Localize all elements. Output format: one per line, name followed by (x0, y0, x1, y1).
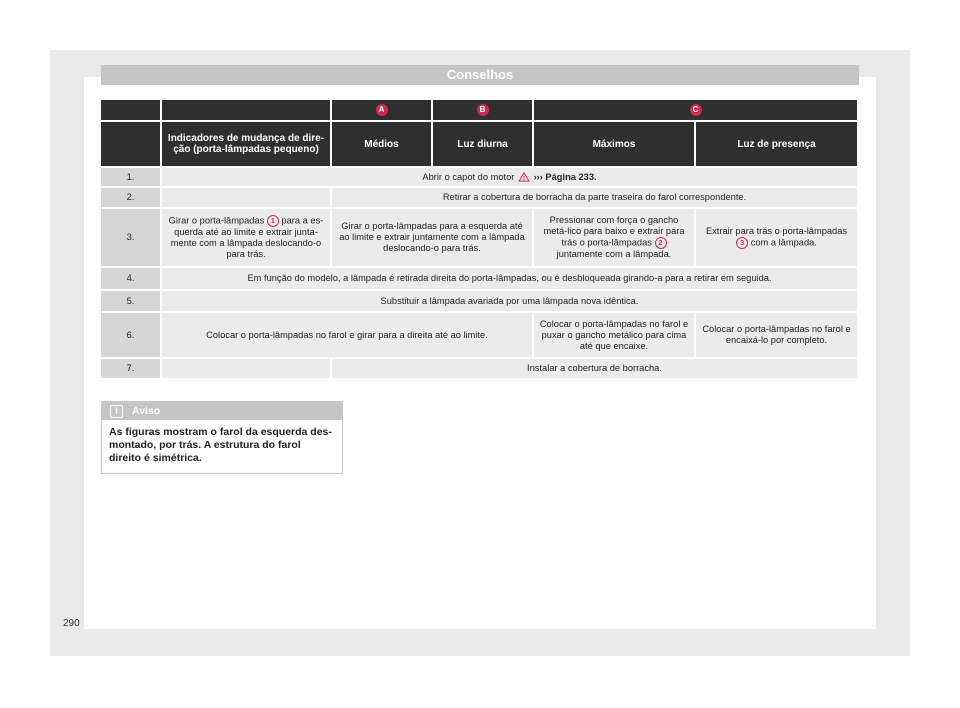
step3-indicadores-cell (162, 209, 332, 268)
step6-luz-presenca-cell: Colocar o porta-lâmpadas no farol e encaixá-lo por completo. (696, 313, 859, 359)
table-row (101, 313, 859, 359)
cell-text: Girar o porta-lâmpadas (168, 215, 265, 226)
table-row (101, 188, 859, 209)
empty-header-cell (101, 100, 162, 122)
row-text: Em função do modelo, a lâmpada é retirada direita do porta-lâmpadas, ou é desbloqueada girando-a para a retirar em seguida. (162, 268, 859, 291)
notice-text: As figuras mostram o farol da esquerda des-montado, por trás. A estrutura do farol direito é simétrica. (109, 426, 332, 464)
step6-maximos-cell: Colocar o porta-lâmpadas no farol e puxar o gancho metálico para cima até que encaixe. (534, 313, 696, 359)
group-header-row (101, 100, 859, 122)
marker-3-icon: 3 (736, 237, 748, 249)
bulb-replacement-table (101, 100, 859, 380)
column-header-row (101, 122, 859, 168)
empty-cell (162, 359, 332, 380)
marker-1-icon: 1 (267, 215, 279, 227)
row-step-text: Abrir o capot do motor (422, 171, 515, 182)
group-marker-a: A (376, 104, 388, 116)
info-icon: i (110, 405, 123, 418)
row-text: Substituir a lâmpada avariada por uma lâmpada nova idêntica. (162, 291, 859, 313)
row-text (162, 168, 859, 188)
column-header-luz-presenca: Luz de presença (696, 122, 859, 168)
table-row (101, 359, 859, 380)
empty-cell (162, 188, 332, 209)
marker-2-icon: 2 (655, 237, 667, 249)
row-number: 3. (101, 209, 162, 268)
row-number: 2. (101, 188, 162, 209)
column-header-medios: Médios (332, 122, 433, 168)
step3-medios-luz-diurna-cell: Girar o porta-lâmpadas para a esquerda até ao limite e extrair juntamente com a lâmpada deslocando-o para trás. (332, 209, 534, 268)
cell-text: Pressionar com força o gancho metá-lico para baixo e extrair para trás o porta-lâmpadas (543, 215, 685, 248)
page-reference-link[interactable]: ››› Página 233. (533, 171, 597, 182)
group-marker-b: B (477, 104, 489, 116)
step3-luz-presenca-cell (696, 209, 859, 268)
row-number: 5. (101, 291, 162, 313)
column-header-luz-diurna: Luz diurna (433, 122, 534, 168)
table-row (101, 268, 859, 291)
cell-text: juntamente com a lâmpada. (556, 249, 672, 259)
row-number: 6. (101, 313, 162, 359)
notice-title: Aviso (132, 405, 161, 417)
empty-header-cell (162, 100, 332, 122)
cell-text: com a lâmpada. (750, 237, 817, 248)
table-row (101, 209, 859, 268)
row-text: Retirar a cobertura de borracha da parte traseira do farol correspondente. (332, 188, 859, 209)
row-text: Instalar a cobertura de borracha. (332, 359, 859, 380)
page-title: Conselhos (101, 65, 859, 85)
column-header-indicadores: Indicadores de mudança de dire- ção (porta-lâmpadas pequeno) (162, 122, 332, 168)
table-row (101, 291, 859, 313)
group-marker-c: C (690, 104, 702, 116)
step3-maximos-cell (534, 209, 696, 268)
page-number: 290 (63, 618, 80, 629)
step6-indicadores-medios-luz-diurna-cell: Colocar o porta-lâmpadas no farol e girar para a direita até ao limite. (162, 313, 534, 359)
group-header-a (332, 100, 433, 122)
group-header-c (534, 100, 859, 122)
row-number: 7. (101, 359, 162, 380)
cell-text: para a es-querda até ao limite e extrair junta-mente com a lâmpada deslocando-o para trás. (170, 215, 324, 259)
notice-header (102, 402, 342, 420)
group-header-b (433, 100, 534, 122)
row-number: 4. (101, 268, 162, 291)
warning-triangle-icon (517, 172, 531, 182)
empty-header-cell (101, 122, 162, 168)
column-header-maximos: Máximos (534, 122, 696, 168)
cell-text: Extrair para trás o porta-lâmpadas (705, 226, 848, 236)
row-number: 1. (101, 168, 162, 188)
table-row (101, 168, 859, 188)
notice-box (101, 401, 343, 474)
